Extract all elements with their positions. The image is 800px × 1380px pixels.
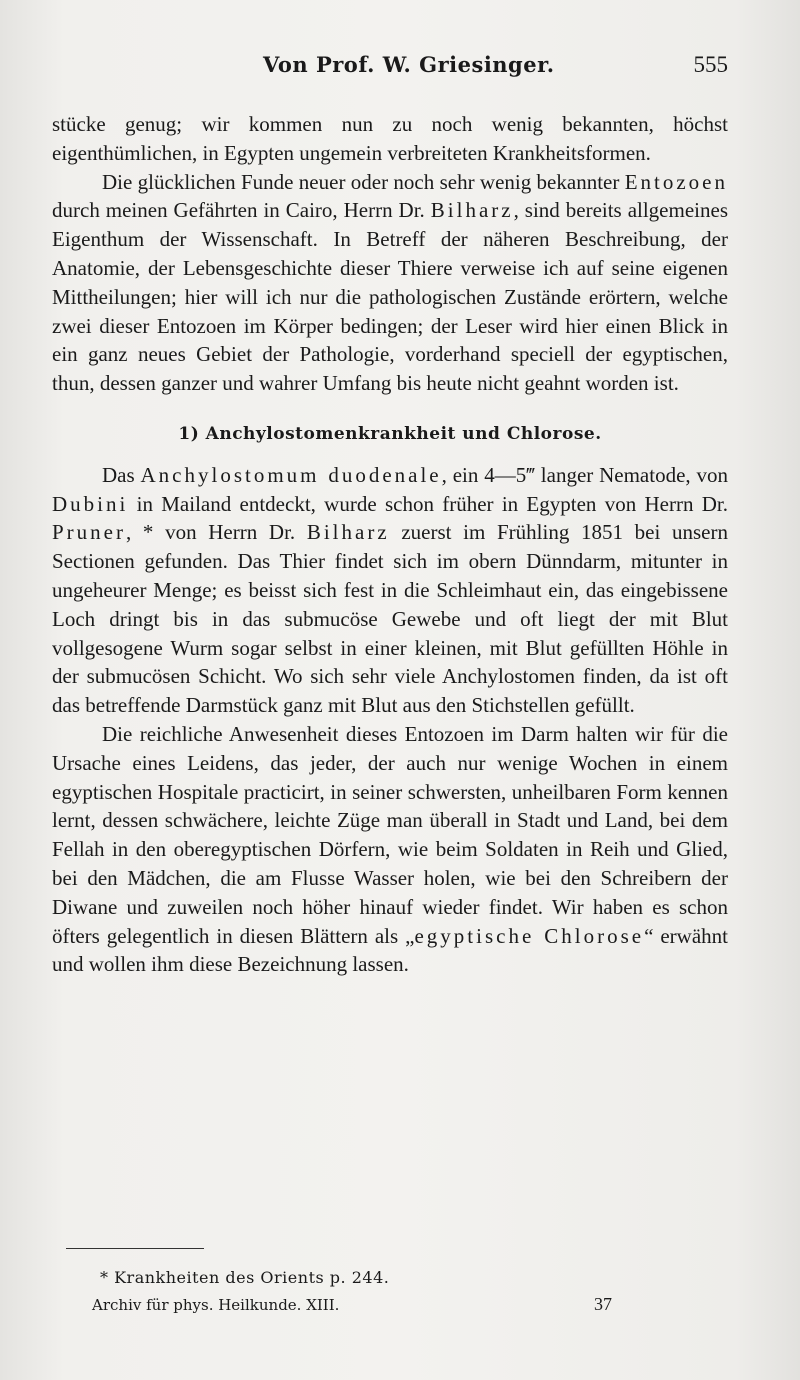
- text-run: Die reichliche Anwesenheit dieses Entozoen im Darm halten wir für die Ursache eines Leidens, das jeder, der auch nur wenige Wochen in einem egyptischen Hospitale practicirt, in seiner schwersten, unheilbaren Form kennen lernt, dessen schwächere, leichte Züge man überall in Stadt und Land, bei dem Fellah in den oberegyptischen Dörfern, wie beim Soldaten in Reih und Glied, bei den Mädchen, die am Flusse Wasser holen, wie bei den Schreibern der Diwane und zuweilen noch höher hinauf wieder findet. Wir haben es schon öfters gelegentlich in diesen Blättern als „: [52, 721, 728, 948]
- footnote: * Krankheiten des Orients p. 244.: [100, 1268, 390, 1287]
- text-run: , * von Herrn Dr.: [126, 520, 307, 545]
- text-run: durch meinen Gefährten in Cairo, Herrn Dr.: [52, 198, 431, 223]
- spaced-name: Pruner: [52, 520, 126, 545]
- paragraph-3: [52, 461, 728, 720]
- spaced-term: Anchylostomum duodenale: [140, 462, 442, 487]
- footnote-rule: [66, 1248, 204, 1249]
- page-number: 555: [693, 52, 728, 77]
- spaced-term: egyptische Chlorose: [414, 923, 645, 948]
- section-heading: 1) Anchylostomenkrankheit und Chlorose.: [178, 423, 602, 444]
- signature-line: [92, 1296, 612, 1314]
- body-text: [52, 110, 728, 979]
- spaced-name: Bilharz: [306, 520, 390, 545]
- journal-signature: Archiv für phys. Heilkunde. XIII.: [92, 1296, 340, 1314]
- spaced-term: Entozoen: [624, 169, 728, 194]
- running-head: Von Prof. W. Griesinger.: [263, 52, 555, 77]
- text-run: Die glücklichen Funde neuer oder noch sehr wenig bekannter: [102, 169, 625, 194]
- text-run: zuerst im Frühling 1851 bei unsern Sectionen gefunden. Das Thier findet sich im obern Dünndarm, mitunter in ungeheurer Menge; es beisst sich fest in die Schleimhaut ein, das eingebissene Loch dringt bis in das submucöse Gewebe und oft liegt der mit Blut vollgesogene Wurm sogar selbst in einer kleinen, mit Blut gefüllten Höhle in der submucösen Schicht. Wo sich sehr viele Anchylostomen finden, da ist oft das betreffende Darmstück ganz mit Blut aus den Stichstellen gefüllt.: [52, 520, 728, 718]
- text-run: “ erwähnt und wollen ihm diese Bezeichnung lassen.: [52, 923, 728, 977]
- text-run: in Mailand entdeckt, wurde schon früher in Egypten von Herrn Dr.: [128, 491, 728, 516]
- text-run: , ein 4—5‴ langer Nematode, von: [441, 462, 728, 487]
- text-run: Das: [102, 462, 141, 487]
- paragraph-2: [52, 168, 728, 398]
- spaced-name: Bilharz: [430, 198, 514, 223]
- sheet-signature: 37: [594, 1294, 612, 1314]
- paragraph-1: stücke genug; wir kommen nun zu noch wenig bekannten, höchst eigenthümlichen, in Egypten ungemein verbreiteten Krankheitsformen.: [52, 112, 728, 165]
- spaced-name: Dubini: [52, 491, 129, 516]
- paragraph-4: [52, 720, 728, 979]
- page-header: [48, 52, 728, 84]
- text-run: , sind bereits allgemeines Eigenthum der Wissenschaft. In Betreff der näheren Beschreibung, der Anatomie, der Lebensgeschichte dieser Thiere verweise ich auf seine eigenen Mittheilungen; hier will ich nur die pathologischen Zustände erörtern, welche zwei dieser Entozoen im Körper bedingen; der Leser wird hier einen Blick in ein ganz neues Gebiet der Pathologie, vorderhand speciell der egyptischen, thun, dessen ganzer und wahrer Umfang bis heute nicht geahnt worden ist.: [52, 198, 728, 396]
